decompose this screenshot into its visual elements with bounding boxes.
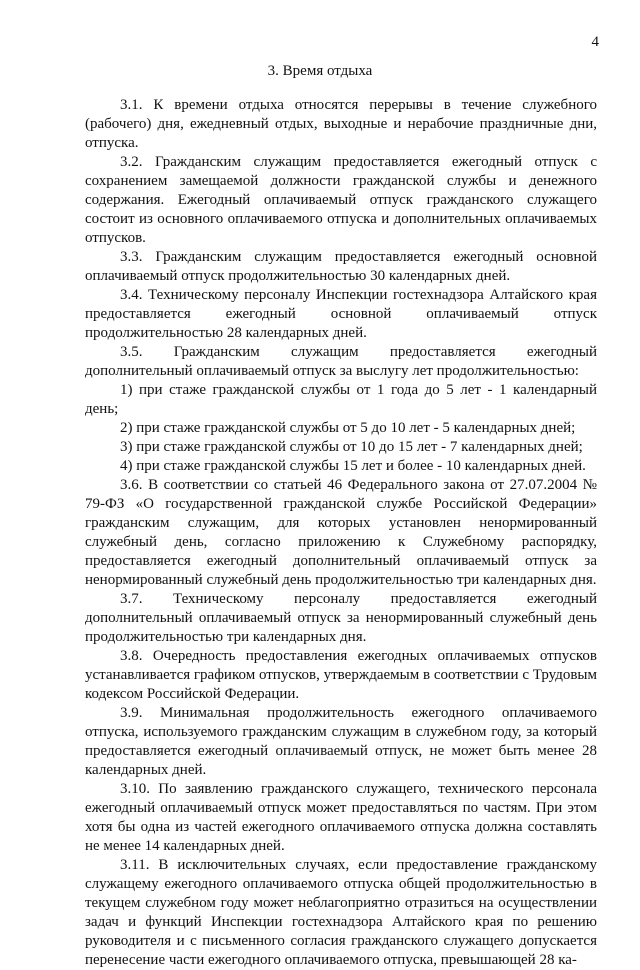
section-title: 3. Время отдыха [267, 63, 373, 79]
paragraph-3-10: 3.10. По заявлению гражданского служащего, технического персонала ежегодный оплачиваемый отпуск может предоставляться по частям. При этом хотя бы одна из частей ежегодного оплачиваемого отпуска должна составлять не менее 14 календарных дней. [85, 781, 597, 854]
page-number: 4 [591, 34, 599, 50]
document-body [85, 96, 597, 970]
paragraph-3-6: 3.6. В соответствии со статьей 46 Федерального закона от 27.07.2004 № 79-ФЗ «О государственной гражданской службе Российской Федерации» гражданским служащим, для которых установлен ненормированный служебный день, согласно приложению к Служебному распорядку, предоставляется ежегодный дополнительный оплачиваемый отпуск за ненормированный служебный день продолжительностью три календарных дня. [85, 477, 597, 588]
paragraph-3-11: 3.11. В исключительных случаях, если предоставление гражданскому служащему ежегодного оплачиваемого отпуска общей продолжительностью в текущем служебном году может неблагоприятно отразиться на осуществлении задач и функций Инспекции гостехнадзора Алтайского края по решению руководителя и с письменного согласия гражданского служащего допускается перенесение части ежегодного оплачиваемого отпуска, превышающей 28 ка- [85, 857, 597, 968]
paragraph-3-2: 3.2. Гражданским служащим предоставляется ежегодный отпуск с сохранением замещаемой должности гражданской службы и денежного содержания. Ежегодный оплачиваемый отпуск гражданского служащего состоит из основного оплачиваемого отпуска и дополнительных оплачиваемых отпусков. [85, 154, 597, 246]
paragraph-3-5: 3.5. Гражданским служащим предоставляется ежегодный дополнительный оплачиваемый отпуск за выслугу лет продолжительностью: [85, 344, 597, 379]
paragraph-3-4: 3.4. Техническому персоналу Инспекции гостехнадзора Алтайского края предоставляется ежегодный основной оплачиваемый отпуск продолжительностью 28 календарных дней. [85, 287, 597, 341]
paragraph-3-9: 3.9. Минимальная продолжительность ежегодного оплачиваемого отпуска, используемого гражданским служащим в служебном году, за который предоставляется ежегодный оплачиваемый отпуск, не может быть менее 28 календарных дней. [85, 705, 597, 778]
paragraph-3-7: 3.7. Техническому персоналу предоставляется ежегодный дополнительный оплачиваемый отпуск за ненормированный служебный день продолжительностью три календарных дня. [85, 591, 597, 645]
list-item-4: 4) при стаже гражданской службы 15 лет и более - 10 календарных дней. [120, 458, 586, 474]
paragraph-3-1: 3.1. К времени отдыха относятся перерывы в течение служебного (рабочего) дня, ежедневный отдых, выходные и нерабочие праздничные дни, отпуска. [85, 97, 597, 151]
paragraph-3-8: 3.8. Очередность предоставления ежегодных оплачиваемых отпусков устанавливается графиком отпусков, утверждаемым в соответствии с Трудовым кодексом Российской Федерации. [85, 648, 597, 702]
list-item-3: 3) при стаже гражданской службы от 10 до 15 лет - 7 календарных дней; [120, 439, 583, 455]
list-item-1: 1) при стаже гражданской службы от 1 года до 5 лет - 1 календарный день; [85, 382, 597, 417]
list-item-2: 2) при стаже гражданской службы от 5 до 10 лет - 5 календарных дней; [120, 420, 576, 436]
paragraph-3-3: 3.3. Гражданским служащим предоставляется ежегодный основной оплачиваемый отпуск продолжительностью 30 календарных дней. [85, 249, 597, 284]
